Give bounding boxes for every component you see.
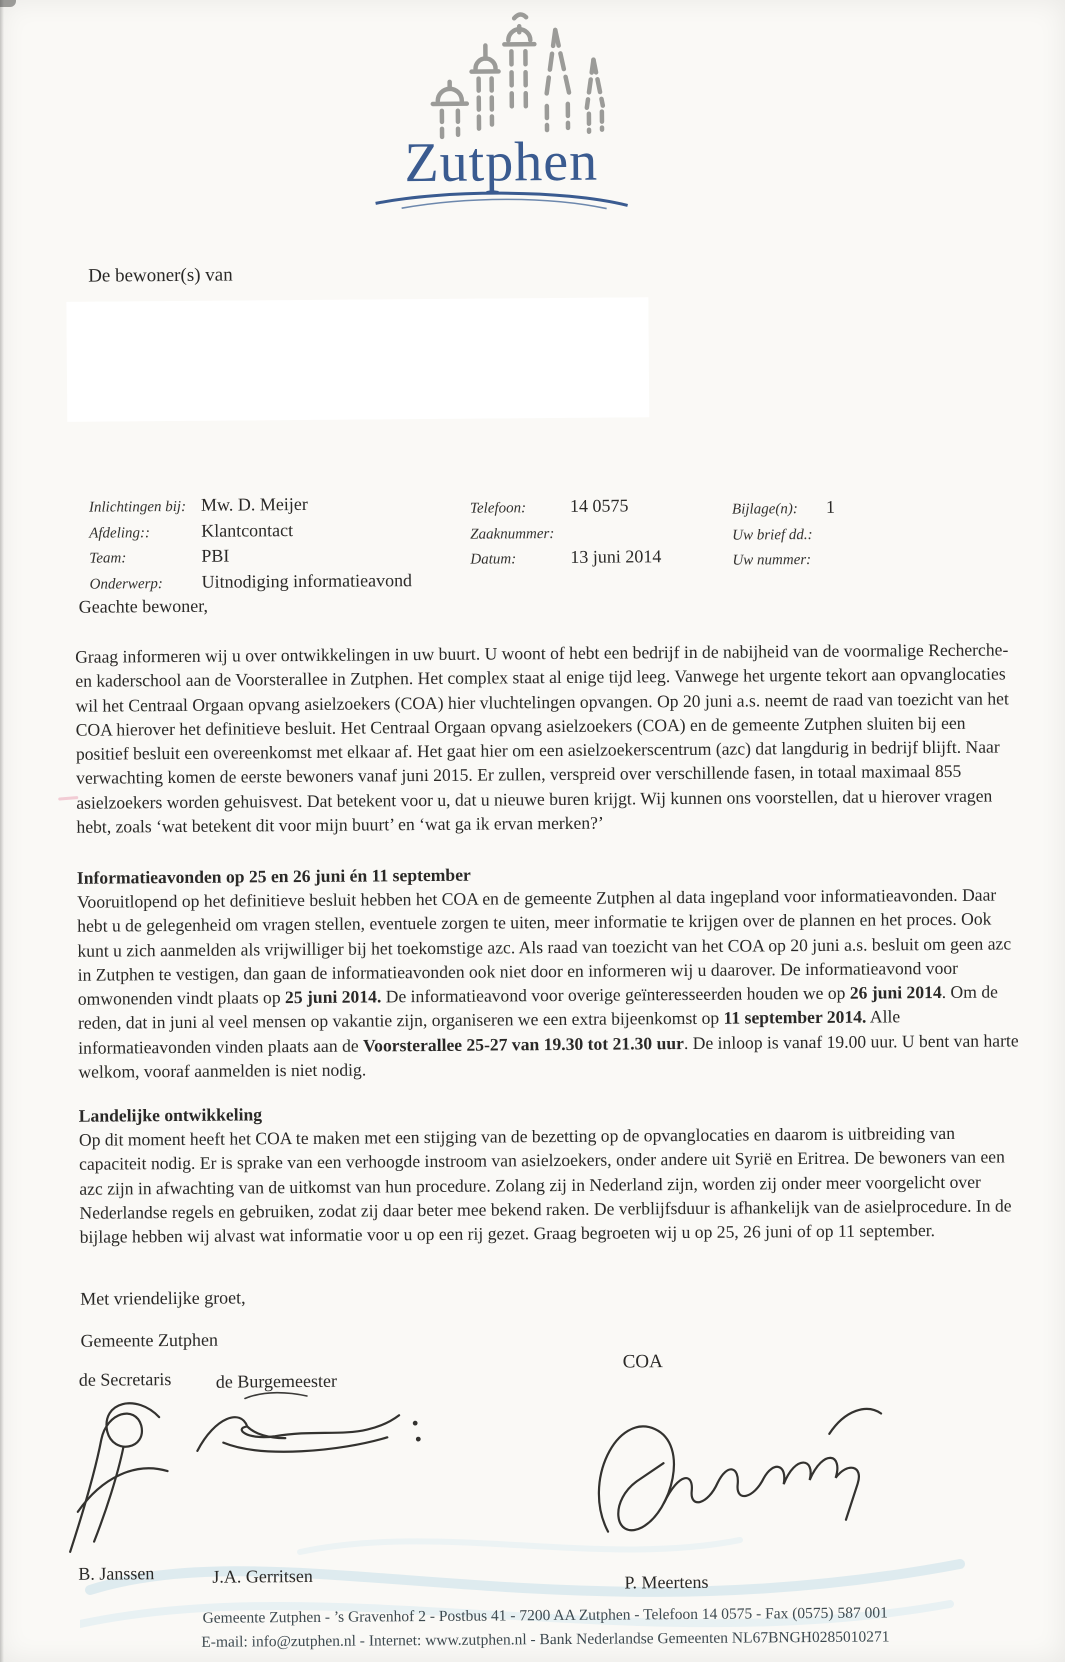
meta-row [89,519,412,547]
meta-row [89,570,412,598]
meta-row [470,495,661,522]
meta-label: Uw nummer: [732,552,812,569]
footer-contact-line: E-mail: info@zutphen.nl - Internet: www.zutphen.nl - Bank Nederlandse Gemeenten NL67BNGH0285010271 [201,1628,890,1651]
meta-column-left [89,493,412,598]
recipient-line: De bewoner(s) van [88,264,233,287]
meta-row [732,548,835,574]
meta-label: Uw brief dd.: [732,526,813,544]
coa-signature [567,1369,899,1577]
secretary-title: de Secretaris [78,1369,172,1390]
meta-label: Afdeling:: [89,524,151,542]
meta-label: Team: [89,550,127,567]
secretary-name: B. Janssen [78,1563,155,1584]
text-segment-bold: 25 juni 2014. [284,986,382,1008]
salutation: Geachte bewoner, [78,595,209,617]
text-segment: Vooruitlopend op het definitieve besluit hebben het COA en de gemeente Zutphen al data ingepland voor informatieavonden. Daar hebt u de gelegenheid om vragen stellen, eventuele zorgen te uiten, meer informatie te krijgen over de plannen en het proces. Ook kunt u zich aanmelden als vrijwilliger bij het toekomstige azc. Als raad van toezicht van het COA op 20 juni a.s. besluit om geen azc in Zutphen te vestigen, dan gaan de informatieavonden ook niet door en informeren wij u daarover. De informatieavond voor omwonenden vindt plaats op [76,884,1012,1009]
meta-row [470,546,661,573]
meta-label: Telefoon: [469,500,527,517]
zutphen-towers-logo-icon [375,7,626,141]
meta-value: Mw. D. Meijer [200,493,308,515]
text-segment-bold: 11 september 2014. [723,1007,867,1029]
mayor-title: de Burgemeester [215,1370,338,1392]
meta-value: 1 [825,496,836,517]
text-segment: . De inloop is vanaf 19.00 uur. U bent van harte welkom, vooraf aanmelden is niet nodig. [78,1030,1019,1082]
paragraph-landelijke-ontwikkeling: Op dit moment heeft het COA te maken met een stijging van de bezetting op de opvanglocaties en daarom is uitbreiding van capaciteit nodig. Er is sprake van een verhoogde instroom van asielzoekers, onder andere uit Syrië en Eritrea. De bewoners van een azc zijn in afwachting van de uitkomst van hun procedure. Zolang zij in Nederland zijn, worden zij onder meer voorgelicht over Nederlandse regels en gebruiken, zodat zij daar beter mee bekend raken. De verblijfsduur is afhankelijk van de asielprocedure. In de bijlage hebben wij alvast wat informatie voor u op een rij gezet. Graag begroeten wij u op 25, 26 juni of op 11 september. [78,1122,1012,1247]
meta-value: 14 0575 [569,495,629,516]
meta-label: Zaaknummer: [470,525,555,543]
letterhead [0,4,1002,216]
closing-organization: Gemeente Zutphen [80,1329,219,1351]
meta-row [732,522,835,548]
mayor-signature [189,1393,430,1485]
text-segment: De informatieavond voor overige geïnteresseerden houden we op [381,982,850,1007]
footer [13,1600,1065,1656]
coa-label: COA [622,1351,663,1373]
meta-row [89,544,412,572]
meta-row [89,493,412,521]
paragraph-introduction: Graag informeren wij u over ontwikkelingen in uw buurt. U woont of hebt een bedrijf in de nabijheid van de voormalige Recherche- en kaderschool aan de Voorsterallee in Zutphen. Het complex staat al enige tijd leeg. Vanwege het urgente tekort aan opvanglocaties wil het Centraal Orgaan opvang asielzoekers (COA) hier vluchtelingen opvangen. Op 20 juni a.s. neemt de raad van toezicht van het COA hierover het definitieve besluit. Het Centraal Orgaan opvang asielzoekers (COA) en de gemeente Zutphen sluiten bij een positief besluit een overeenkomst met elkaar af. Het gaat hier om een asielzoekerscentrum (azc) dat langdurig in bedrijf blijft. Naar verwachting komen de eerste bewoners vanaf juni 2015. Er zullen, verspreid over verschillende fasen, in totaal maximaal 855 asielzoekers worden gehuisvest. Dat betekent voor u, dat u nieuwe buren krijgt. Wij kunnen ons voorstellen, dat u hierover vragen hebt, zoals ‘wat betekent dit voor mijn buurt’ en ‘wat ga ik ervan merken?’ [75,639,1009,837]
text-segment: . Om de reden, dat in juni al veel mensen op vakantie zijn, organiseren we een extra bijeenkomst op [77,981,998,1034]
section-heading-landelijke-ontwikkeling: Landelijke ontwikkeling [78,1104,263,1126]
meta-value: Klantcontact [201,519,294,541]
meta-value: PBI [201,545,230,566]
meta-label: Datum: [470,551,517,568]
secretary-signature [63,1391,194,1567]
logo-wordmark: Zutphen [404,130,599,195]
meta-value: 13 juni 2014 [570,546,662,568]
paragraph-informatieavonden [77,882,1024,1084]
meta-label: Onderwerp: [89,575,163,593]
text-segment: Alle informatieavonden vinden plaats aan de [78,1006,901,1058]
text-segment-bold: Voorsterallee 25-27 van 19.30 tot 21.30 uur [362,1032,684,1056]
text-segment-bold: 26 juni 2014 [849,982,942,1003]
meta-row [470,521,661,548]
mayor-name: J.A. Gerritsen [212,1565,313,1587]
meta-row [732,497,835,523]
meta-label: Bijlage(n): [731,501,798,518]
coa-name: P. Meertens [624,1571,709,1593]
section-heading-informatieavonden: Informatieavonden op 25 en 26 juni én 11 september [76,864,471,888]
closing-regards: Met vriendelijke groet, [80,1287,246,1309]
redacted-address-block [66,297,649,422]
meta-column-right [732,497,836,575]
meta-value: Uitnodiging informatieavond [201,569,413,592]
meta-label: Inlichtingen bij: [88,498,187,516]
footer-address-line: Gemeente Zutphen - ’s Gravenhof 2 - Postbus 41 - 7200 AA Zutphen - Telefoon 14 0575 - Fax (0575) 587 001 [202,1604,888,1627]
meta-column-middle [470,495,662,573]
